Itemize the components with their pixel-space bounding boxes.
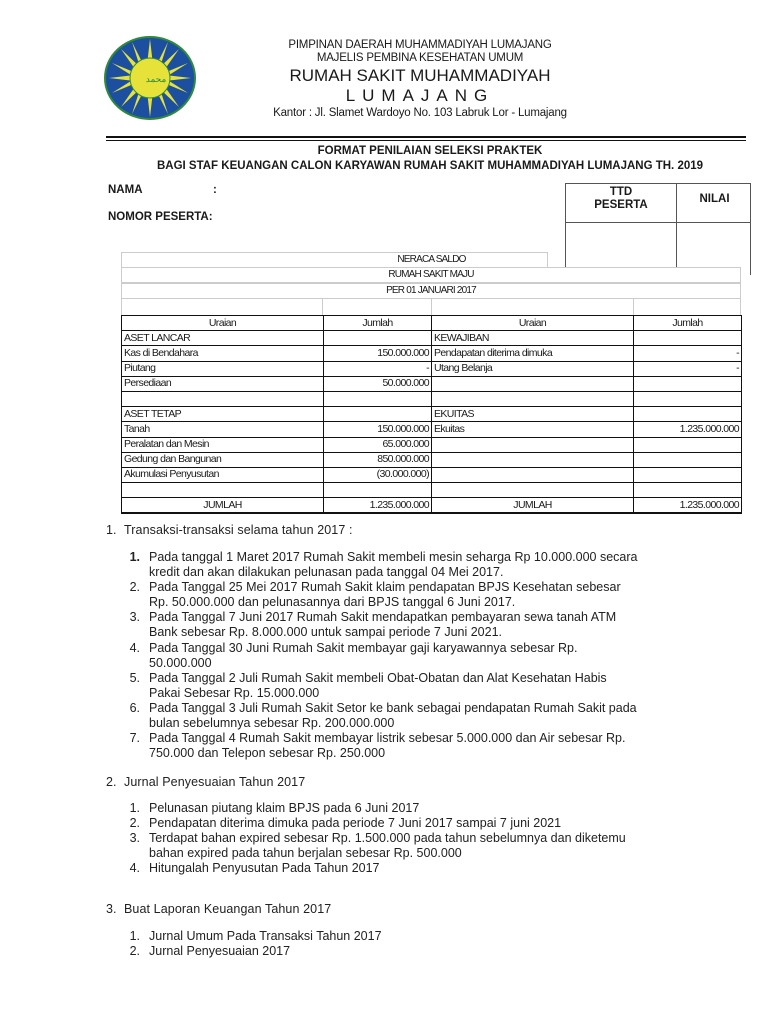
- table-row: [122, 361, 742, 376]
- jumlah-cell: [634, 391, 742, 406]
- list-item-number: 1.: [129, 550, 140, 564]
- table-header-row: [122, 316, 742, 331]
- jumlah-cell: [634, 331, 742, 346]
- jumlah-cell: [634, 452, 742, 467]
- list-item-text: Rp. 50.000.000 dan pelunasannya dari BPJS tanggal 6 Juni 2017.: [149, 595, 516, 610]
- jumlah-cell: -: [324, 361, 432, 376]
- list-item-number: 3.: [129, 610, 140, 625]
- table-row: [122, 331, 742, 346]
- uraian-cell: Gedung dan Bangunan: [122, 452, 324, 467]
- question-number: 3.: [106, 902, 117, 916]
- total-value: 1.235.000.000: [324, 498, 432, 514]
- list-item-text: Hitungalah Penyusutan Pada Tahun 2017: [149, 861, 380, 876]
- uraian-cell: [432, 483, 634, 498]
- nilai-label: NILAI: [699, 193, 730, 205]
- neraca-date: PER 01 JANUARI 2017: [121, 283, 741, 299]
- uraian-cell: [432, 376, 634, 391]
- list-item-text: 50.000.000: [149, 655, 212, 670]
- uraian-cell: Peralatan dan Mesin: [122, 437, 324, 452]
- question-text: Transaksi-transaksi selama tahun 2017 :: [124, 523, 353, 537]
- uraian-cell: Persediaan: [122, 376, 324, 391]
- uraian-cell: Utang Belanja: [432, 361, 634, 376]
- table-row: [122, 407, 742, 422]
- form-title: FORMAT PENILAIAN SELEKSI PRAKTEK: [317, 145, 543, 157]
- letterhead-hospital-name: RUMAH SAKIT MUHAMMADIYAH: [289, 66, 551, 85]
- neraca-company: RUMAH SAKIT MAJU: [121, 267, 741, 283]
- column-header: Uraian: [122, 316, 324, 331]
- uraian-cell: Tanah: [122, 422, 324, 437]
- nomor-peserta-label: NOMOR PESERTA:: [108, 211, 213, 223]
- list-item-number: 4.: [129, 861, 140, 876]
- list-item-text: bulan sebelumnya sebesar Rp. 200.000.000: [149, 716, 395, 731]
- neraca-spacer-row: [121, 299, 741, 316]
- table-row: [122, 422, 742, 437]
- uraian-cell: [122, 391, 324, 406]
- jumlah-cell: [324, 391, 432, 406]
- score-box-header-line: [566, 222, 750, 223]
- jumlah-cell: 150.000.000: [324, 346, 432, 361]
- spacer-cell: [322, 299, 432, 316]
- list-item-text: Pakai Sebesar Rp. 15.000.000: [149, 685, 320, 700]
- total-value: 1.235.000.000: [634, 498, 742, 514]
- letterhead-org: PIMPINAN DAERAH MUHAMMADIYAH LUMAJANG: [288, 39, 552, 51]
- question-number: 2.: [106, 775, 117, 789]
- uraian-cell: [432, 437, 634, 452]
- list-item-text: 750.000 dan Telepon sebesar Rp. 250.000: [149, 746, 386, 761]
- list-item-number: 7.: [129, 731, 140, 746]
- list-item-number: 2.: [129, 580, 140, 595]
- list-item-text: Pada Tanggal 25 Mei 2017 Rumah Sakit klaim pendapatan BPJS Kesehatan sebesar: [149, 580, 621, 595]
- letterhead-city: LUMAJANG: [345, 86, 495, 105]
- table-row: [122, 391, 742, 406]
- jumlah-cell: [634, 467, 742, 482]
- list-item-text: Pada Tanggal 2 Juli Rumah Sakit membeli Obat-Obatan dan Alat Kesehatan Habis: [149, 670, 607, 685]
- ttd-label-line2: PESERTA: [594, 199, 648, 211]
- list-item-text: Pada Tanggal 7 Juni 2017 Rumah Sakit mendapatkan pembayaran sewa tanah ATM: [149, 610, 617, 625]
- table-row: [122, 452, 742, 467]
- jumlah-cell: -: [634, 361, 742, 376]
- list-item-text: Pendapatan diterima dimuka pada periode 7 Juni 2017 sampai 7 juni 2021: [149, 816, 562, 831]
- table-row: [122, 467, 742, 482]
- nama-label: NAMA: [108, 184, 143, 196]
- jumlah-cell: [324, 483, 432, 498]
- question-text: Buat Laporan Keuangan Tahun 2017: [124, 902, 332, 916]
- list-item-number: 1.: [129, 929, 140, 943]
- uraian-cell: Pendapatan diterima dimuka: [432, 346, 634, 361]
- letterhead-rule-thick: [106, 136, 746, 138]
- list-item-number: 2.: [129, 816, 140, 831]
- uraian-cell: [122, 483, 324, 498]
- total-label: JUMLAH: [432, 498, 634, 514]
- list-item-text: Bank sebesar Rp. 8.000.000 untuk sampai periode 7 Juni 2021.: [149, 625, 503, 640]
- question-number: 1.: [106, 523, 117, 537]
- list-item-number: 5.: [129, 670, 140, 685]
- list-item-number: 4.: [129, 640, 140, 655]
- uraian-cell: Kas di Bendahara: [122, 346, 324, 361]
- neraca-title: NERACA SALDO: [121, 252, 548, 268]
- list-item-text: bahan expired pada tahun berjalan sebesar Rp. 500.000: [149, 846, 462, 861]
- nama-colon: :: [213, 184, 217, 196]
- total-label: JUMLAH: [122, 498, 324, 514]
- jumlah-cell: [634, 407, 742, 422]
- form-subtitle: BAGI STAF KEUANGAN CALON KARYAWAN RUMAH SAKIT MUHAMMADIYAH LUMAJANG TH. 2019: [156, 160, 704, 172]
- column-header: Jumlah: [634, 316, 742, 331]
- ttd-label-line1: TTD: [609, 186, 633, 198]
- spacer-cell: [431, 299, 634, 316]
- list-item-number: 1.: [129, 801, 140, 815]
- jumlah-cell: [324, 407, 432, 422]
- muhammadiyah-logo-icon: [104, 35, 196, 121]
- list-item-number: 3.: [129, 831, 140, 846]
- list-item-text: Jurnal Penyesuaian 2017: [149, 944, 291, 959]
- list-item-text: Pada Tanggal 3 Juli Rumah Sakit Setor ke bank sebagai pendapatan Rumah Sakit pada: [149, 701, 637, 715]
- uraian-cell: ASET TETAP: [122, 407, 324, 422]
- list-item-text: Pada tanggal 1 Maret 2017 Rumah Sakit membeli mesin seharga Rp 10.000.000 secara: [149, 550, 638, 564]
- letterhead-rule-thin: [106, 140, 746, 141]
- uraian-cell: Ekuitas: [432, 422, 634, 437]
- uraian-cell: Akumulasi Penyusutan: [122, 467, 324, 482]
- uraian-cell: [432, 467, 634, 482]
- uraian-cell: KEWAJIBAN: [432, 331, 634, 346]
- column-header: Uraian: [432, 316, 634, 331]
- ttd-peserta-label: [566, 186, 676, 212]
- neraca-saldo-table: [121, 315, 742, 514]
- letterhead-address: Kantor : Jl. Slamet Wardoyo No. 103 Labruk Lor - Lumajang: [273, 107, 567, 119]
- letterhead-council: MAJELIS PEMBINA KESEHATAN UMUM: [316, 52, 524, 64]
- spacer-cell: [121, 299, 323, 316]
- table-row: [122, 483, 742, 498]
- jumlah-cell: [634, 437, 742, 452]
- jumlah-cell: [634, 483, 742, 498]
- list-item-text: kredit dan akan dilakukan pelunasan pada tanggal 04 Mei 2017.: [149, 565, 504, 580]
- svg-text:محمد: محمد: [145, 75, 167, 85]
- jumlah-cell: (30.000.000): [324, 467, 432, 482]
- uraian-cell: Piutang: [122, 361, 324, 376]
- table-row: [122, 437, 742, 452]
- table-row: [122, 346, 742, 361]
- table-row: [122, 376, 742, 391]
- jumlah-cell: 150.000.000: [324, 422, 432, 437]
- list-item-number: 6.: [129, 701, 140, 715]
- total-row: [122, 498, 742, 514]
- jumlah-cell: 65.000.000: [324, 437, 432, 452]
- jumlah-cell: -: [634, 346, 742, 361]
- spacer-cell: [633, 299, 741, 316]
- question-text: Jurnal Penyesuaian Tahun 2017: [124, 775, 306, 789]
- list-item-text: Jurnal Umum Pada Transaksi Tahun 2017: [149, 929, 382, 943]
- jumlah-cell: 1.235.000.000: [634, 422, 742, 437]
- score-box: [565, 183, 751, 275]
- jumlah-cell: 50.000.000: [324, 376, 432, 391]
- list-item-number: 2.: [129, 944, 140, 959]
- uraian-cell: ASET LANCAR: [122, 331, 324, 346]
- list-item-text: Pelunasan piutang klaim BPJS pada 6 Juni 2017: [149, 801, 420, 815]
- list-item-text: Terdapat bahan expired sebesar Rp. 1.500.000 pada tahun sebelumnya dan diketemu: [149, 831, 626, 846]
- list-item-text: Pada Tanggal 30 Juni Rumah Sakit membayar gaji karyawannya sebesar Rp.: [149, 640, 578, 655]
- jumlah-cell: 850.000.000: [324, 452, 432, 467]
- jumlah-cell: [634, 376, 742, 391]
- uraian-cell: [432, 391, 634, 406]
- uraian-cell: [432, 452, 634, 467]
- uraian-cell: EKUITAS: [432, 407, 634, 422]
- column-header: Jumlah: [324, 316, 432, 331]
- list-item-text: Pada Tanggal 4 Rumah Sakit membayar listrik sebesar 5.000.000 dan Air sebesar Rp.: [149, 731, 626, 746]
- jumlah-cell: [324, 331, 432, 346]
